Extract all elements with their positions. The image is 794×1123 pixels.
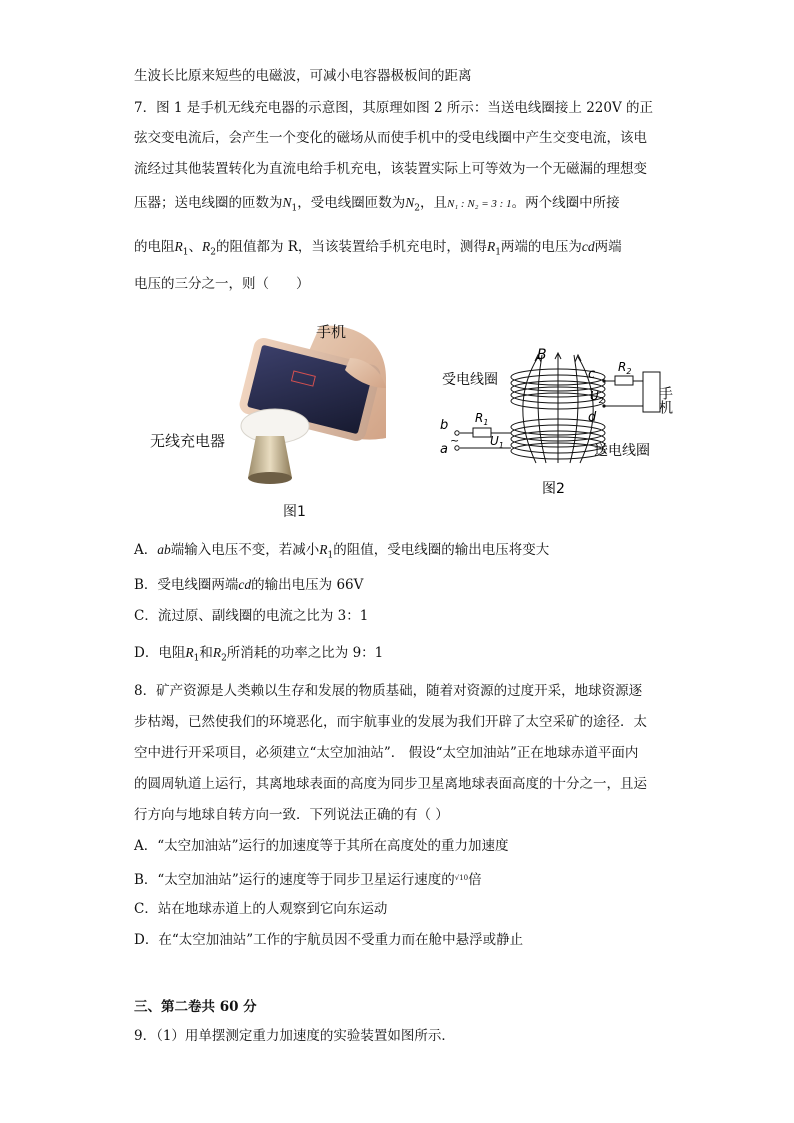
q7-option-a: A．ab端输入电压不变，若减小$R_1$的阻值，受电线圈的输出电压将变大 xyxy=(134,542,550,561)
q7-option-c: C．流过原、副线圈的电流之比为 3：1 xyxy=(134,608,369,624)
q9-stem: 9．（1）用单摆测定重力加速度的实验装置如图所示． xyxy=(134,1028,455,1044)
q7-option-d: D．电阻$R_1$和$R_2$所消耗的功率之比为 9：1 xyxy=(134,645,384,664)
text-line: 生波长比原来短些的电磁波，可减小电容器极板间的距离 xyxy=(134,68,472,84)
q7-stem-line-5: 的电阻$R_1$、$R_2$的阻值都为 R，当该装置给手机充电时，测得$R_1$两端的电压为cd两端 xyxy=(134,239,622,258)
send-coil-label: 送电线圈 xyxy=(594,443,650,459)
q8-option-d: D．在“太空加油站”工作的宇航员因不受重力而在舱中悬浮或静止 xyxy=(134,932,524,948)
terminal-d: d xyxy=(588,410,597,425)
q7-stem-line-1: 7．图 1 是手机无线充电器的示意图，其原理如图 2 所示：当送电线圈接上 220V 的正 xyxy=(134,100,654,116)
resistor-r2 xyxy=(615,376,633,385)
q8-stem-line-1: 8．矿产资源是人类赖以生存和发展的物质基础，随着对资源的过度开采，地球资源逐 xyxy=(134,683,643,699)
terminal-a: a xyxy=(440,442,448,457)
terminal-b: b xyxy=(440,418,449,433)
q8-stem-line-5: 行方向与地球自转方向一致．下列说法正确的有（ ） xyxy=(134,807,449,823)
q7-stem-line-2: 弦交变电流后，会产生一个变化的磁场从而使手机中的受电线圈中产生交变电流，该电 xyxy=(134,130,647,146)
figure-1 xyxy=(150,318,395,523)
label-r1: $R_1$ xyxy=(475,411,489,427)
source-tilde: ~ xyxy=(450,434,460,447)
charger-label: 无线充电器 xyxy=(150,432,226,450)
q7-stem-line-3: 流经过其他装置转化为直流电给手机充电，该装置实际上可等效为一个无磁漏的理想变 xyxy=(134,161,647,177)
label-u1: $U_1$ xyxy=(490,434,504,450)
phone-box-label: 手机 xyxy=(657,386,673,414)
q7-stem-line-4: 压器；送电线圈的匝数为$N_1$，受电线圈匝数为$N_2$，且N₁ : N₂ = 3 : 1。两个线圈中所接 xyxy=(134,195,620,214)
q8-option-c: C．站在地球赤道上的人观察到它向东运动 xyxy=(134,901,388,917)
figure-2-caption: 图2 xyxy=(542,481,565,497)
section-heading: 三、第二卷共 60 分 xyxy=(134,999,257,1015)
phone-label: 手机 xyxy=(316,323,347,341)
resistor-r1 xyxy=(473,428,491,437)
q7-option-b: B．受电线圈两端cd的输出电压为 66V xyxy=(134,577,364,593)
figure-1-caption: 图1 xyxy=(283,504,306,520)
terminal-c: c xyxy=(588,367,596,382)
q8-stem-line-2: 步枯竭，已然使我们的环境恶化，而宇航事业的发展为我们开辟了太空采矿的途径．太 xyxy=(134,714,647,730)
q8-option-b: B．“太空加油站”运行的速度等于同步卫星运行速度的$^{√10}$倍 xyxy=(134,872,482,888)
q7-stem-line-6: 电压的三分之一，则（ ） xyxy=(134,276,310,292)
receive-coil-label: 受电线圈 xyxy=(442,372,498,388)
q8-option-a: A．“太空加油站”运行的加速度等于其所在高度处的重力加速度 xyxy=(134,838,509,854)
label-r2: $R_2$ xyxy=(618,360,632,376)
figure-2 xyxy=(438,345,688,505)
label-u2: $U_2$ xyxy=(590,389,604,405)
q8-stem-line-4: 的圆周轨道上运行，其离地球表面的高度为同步卫星离地球表面高度的十分之一，且运 xyxy=(134,776,647,792)
field-label-b: B xyxy=(537,347,547,363)
q8-stem-line-3: 空中进行开采项目，必须建立“太空加油站”． 假设“太空加油站”正在地球赤道平面内 xyxy=(134,745,639,761)
field-line xyxy=(523,357,538,463)
